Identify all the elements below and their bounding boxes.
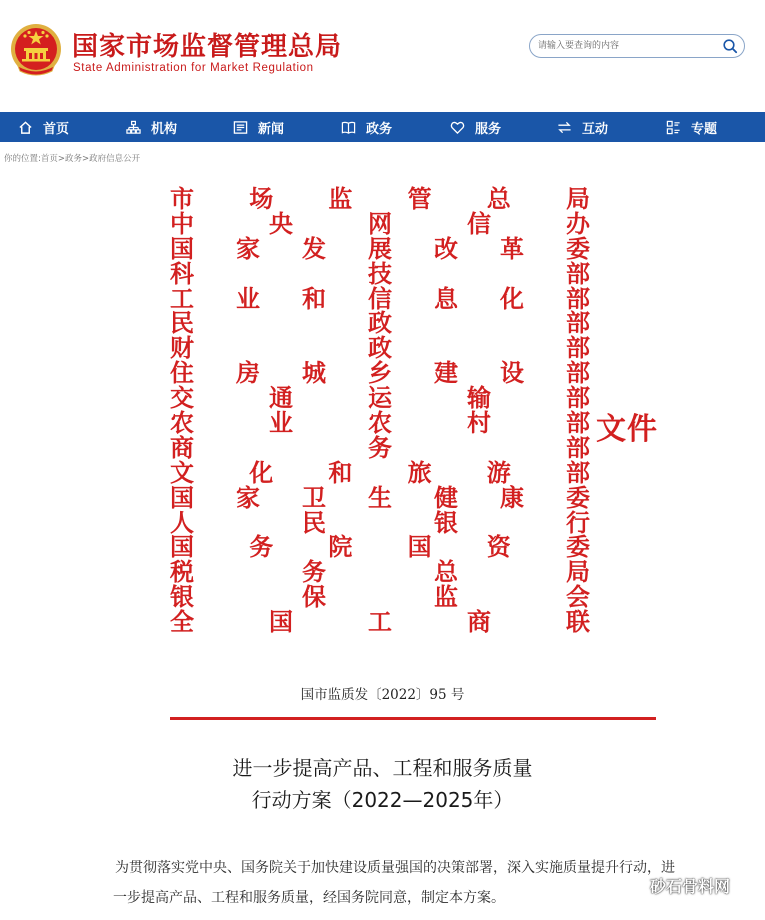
agency-char: 科: [170, 258, 194, 288]
agency-char: 工: [170, 283, 194, 313]
home-icon: [18, 120, 33, 135]
wechat-icon: [624, 877, 644, 895]
document-type: 文件: [596, 412, 658, 447]
news-icon: [233, 120, 248, 135]
agency-row: [170, 407, 590, 437]
agency-char: 部: [566, 258, 590, 288]
agency-char: 康: [500, 482, 524, 512]
agency-char: 网: [368, 208, 392, 238]
agency-char: 办: [566, 208, 590, 238]
agency-row: [170, 333, 590, 363]
org-icon: [126, 120, 141, 135]
agency-char: 部: [566, 333, 590, 363]
agency-char: 会: [566, 582, 590, 612]
agency-char: 信: [467, 208, 491, 238]
agency-char: 务: [249, 532, 274, 562]
agency-char: 中: [170, 208, 194, 238]
agency-row: [170, 383, 590, 413]
agency-char: 资: [486, 532, 511, 562]
agency-char: 业: [236, 283, 260, 313]
agency-char: 行: [566, 507, 590, 537]
breadcrumb: [4, 152, 140, 164]
agency-char: 运: [368, 383, 392, 413]
agency-char: 设: [500, 358, 524, 388]
agency-char: 通: [269, 383, 293, 413]
agency-char: 部: [566, 308, 590, 338]
agency-row: [170, 532, 590, 562]
agency-char: 家: [236, 482, 260, 512]
agency-char: 家: [236, 233, 260, 263]
exchange-icon: [557, 120, 572, 135]
agency-char: 和: [302, 283, 326, 313]
nav-item-label: 服务: [475, 121, 502, 137]
agency-char: 农: [170, 407, 194, 437]
book-icon: [341, 120, 356, 135]
agency-char: 政: [368, 333, 392, 363]
agency-char: 人: [170, 507, 194, 537]
agency-char: 展: [368, 233, 392, 263]
agency-row: [170, 358, 590, 388]
agency-row: [170, 258, 590, 288]
agency-char: 部: [566, 283, 590, 313]
nav-item-gov[interactable]: [341, 112, 392, 142]
agency-char: 市: [170, 183, 194, 213]
document-title: [0, 752, 765, 816]
watermark-text: 砂石骨料网: [650, 877, 731, 896]
breadcrumb-link-home[interactable]: 首页: [40, 154, 58, 164]
breadcrumb-separator: >: [82, 154, 90, 164]
agency-char: 生: [368, 482, 392, 512]
red-divider: [170, 717, 656, 720]
agency-char: 息: [434, 283, 458, 313]
watermark: [624, 874, 730, 897]
agency-char: 技: [368, 258, 392, 288]
agency-row: [170, 208, 590, 238]
agency-char: 国: [170, 233, 194, 263]
nav-item-label: 专题: [691, 121, 718, 137]
agency-char: 村: [467, 407, 491, 437]
document-number: 国市监质发〔2022〕95 号: [300, 687, 465, 703]
main-nav: [0, 112, 765, 142]
nav-item-label: 互动: [582, 121, 609, 137]
agency-char: 部: [566, 407, 590, 437]
agency-char: 联: [566, 607, 590, 637]
nav-item-interact[interactable]: [557, 112, 608, 142]
agency-char: 国: [170, 532, 194, 562]
agency-row: [170, 308, 590, 338]
agency-char: 院: [328, 532, 353, 562]
search-icon[interactable]: [722, 38, 738, 54]
site-title: 国家市场监督管理总局: [72, 32, 343, 62]
agency-char: 文: [170, 457, 194, 487]
agency-char: 总: [434, 557, 458, 587]
agency-char: 城: [302, 358, 326, 388]
document-title-line: 行动方案（2022—2025年）: [251, 788, 514, 812]
topic-icon: [666, 120, 681, 135]
agency-char: 局: [565, 183, 590, 213]
agency-row: [170, 607, 590, 637]
agency-char: 全: [170, 607, 194, 637]
agency-char: 财: [170, 333, 194, 363]
agency-char: 化: [249, 457, 274, 487]
nav-item-org[interactable]: [126, 112, 177, 142]
issuing-agencies-block: [170, 183, 590, 637]
agency-char: 部: [566, 383, 590, 413]
agency-row: [170, 183, 590, 213]
search-box: [529, 34, 745, 58]
agency-char: 总: [486, 183, 511, 213]
agency-char: 委: [565, 532, 590, 562]
agency-char: 健: [434, 482, 458, 512]
agency-char: 银: [434, 507, 458, 537]
agency-char: 改: [434, 233, 458, 263]
agency-char: 政: [368, 308, 392, 338]
nav-item-home[interactable]: [18, 112, 69, 142]
agency-char: 乡: [368, 358, 392, 388]
agency-char: 部: [566, 358, 590, 388]
agency-char: 信: [368, 283, 392, 313]
breadcrumb-prefix: 你的位置:: [4, 154, 41, 164]
agency-char: 发: [302, 233, 326, 263]
agency-char: 革: [500, 233, 524, 263]
agency-row: [170, 283, 590, 313]
agency-char: 委: [566, 482, 590, 512]
agency-char: 委: [566, 233, 590, 263]
agency-char: 保: [302, 582, 326, 612]
agency-char: 化: [500, 283, 524, 313]
agency-row: [170, 457, 590, 487]
heart-icon: [450, 120, 465, 135]
agency-char: 输: [467, 383, 491, 413]
agency-row: [170, 582, 590, 612]
nav-item-news[interactable]: [233, 112, 284, 142]
agency-char: 建: [434, 358, 458, 388]
nav-item-label: 机构: [151, 121, 178, 137]
national-emblem-icon: [8, 22, 64, 78]
agency-char: 工: [368, 607, 392, 637]
agency-char: 监: [328, 183, 353, 213]
agency-char: 国: [407, 532, 432, 562]
agency-char: 交: [170, 383, 194, 413]
document-title-line: 进一步提高产品、工程和服务质量: [232, 756, 533, 780]
nav-item-service[interactable]: [450, 112, 501, 142]
agency-char: 国: [269, 607, 293, 637]
agency-char: 商: [170, 432, 194, 462]
site-header: [0, 0, 765, 112]
agency-char: 房: [236, 358, 260, 388]
agency-row: [170, 432, 590, 462]
agency-char: 部: [566, 432, 590, 462]
agency-char: 局: [566, 557, 590, 587]
nav-item-label: 新闻: [258, 121, 285, 137]
agency-char: 国: [170, 482, 194, 512]
agency-char: 住: [170, 358, 194, 388]
nav-item-label: 政务: [366, 121, 393, 137]
agency-char: 和: [328, 457, 353, 487]
site-subtitle: State Administration for Market Regulation: [73, 62, 314, 74]
agency-char: 农: [368, 407, 392, 437]
breadcrumb-separator: >: [57, 154, 66, 164]
search-input[interactable]: [538, 38, 714, 54]
breadcrumb-link-info[interactable]: 政府信息公开: [89, 154, 141, 164]
breadcrumb-link-gov[interactable]: 政务: [65, 154, 83, 164]
agency-char: 监: [434, 582, 458, 612]
nav-item-label: 首页: [43, 121, 70, 137]
agency-char: 银: [170, 582, 194, 612]
agency-char: 央: [269, 208, 293, 238]
nav-item-topic[interactable]: [666, 112, 717, 142]
agency-char: 游: [486, 457, 511, 487]
agency-row: [170, 557, 590, 587]
agency-char: 税: [170, 557, 194, 587]
agency-char: 场: [249, 183, 274, 213]
agency-row: [170, 482, 590, 512]
document-body-paragraph: 为贯彻落实党中央、国务院关于加快建设质量强国的决策部署，深入实施质量提升行动，进一步提高产品、工程和服务质量，经国务院同意，制定本方案。: [113, 860, 675, 906]
agency-char: 卫: [302, 482, 326, 512]
agency-char: 部: [565, 457, 590, 487]
agency-char: 务: [302, 557, 326, 587]
agency-char: 民: [170, 308, 194, 338]
agency-char: 旅: [407, 457, 432, 487]
agency-char: 管: [407, 183, 432, 213]
agency-char: 商: [467, 607, 491, 637]
agency-row: [170, 507, 590, 537]
agency-row: [170, 233, 590, 263]
agency-char: 务: [368, 432, 392, 462]
agency-char: 民: [302, 507, 326, 537]
agency-char: 业: [269, 407, 293, 437]
